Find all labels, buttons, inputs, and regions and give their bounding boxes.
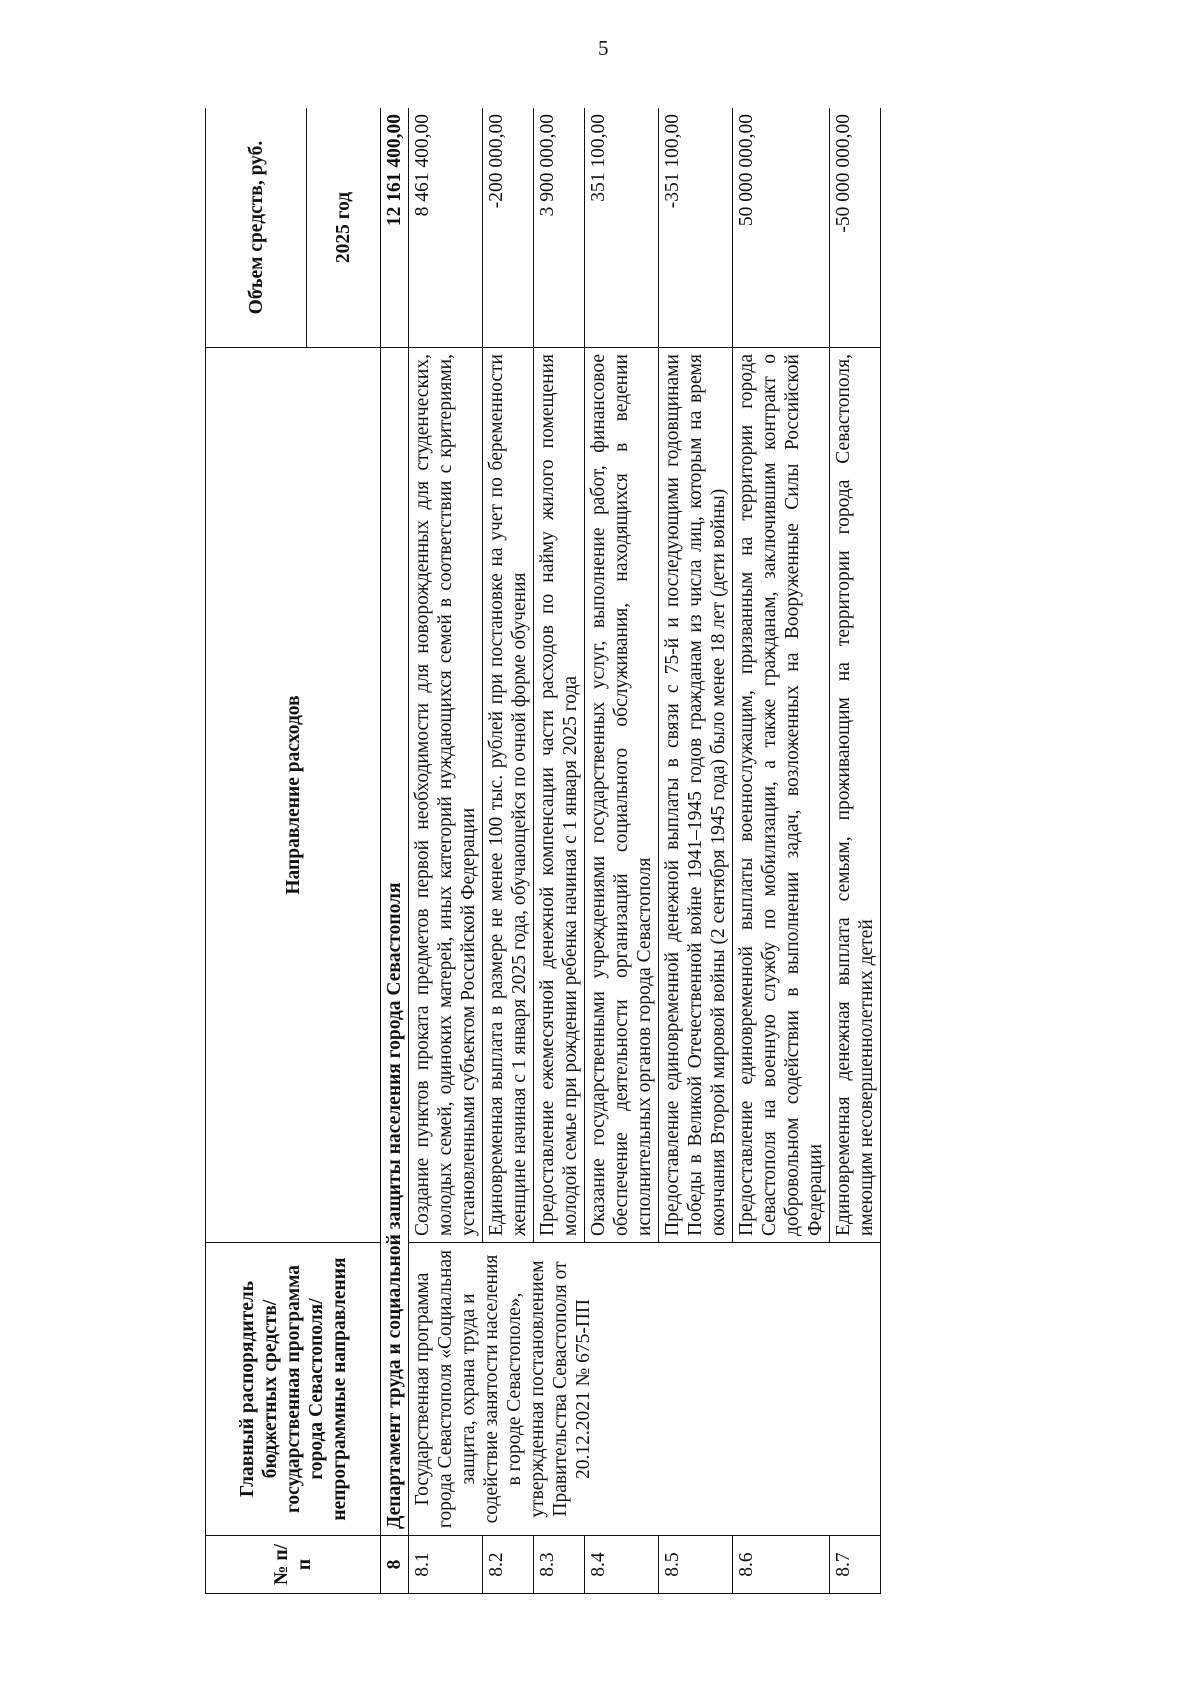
row-direction: Предоставление единовременной денежной выплаты в связи с 75-й и последующими годовщинами Победы в Великой Отечественной войне 1941–1945 годов гражданам из числа лиц, которым на время окончания Второй мировой войны (2 сентября 1945 года) было менее 18 лет (дети войны) — [659, 348, 733, 1243]
section-num: 8 — [381, 1536, 409, 1594]
row-direction: Предоставление единовременной выплаты военнослужащим, призванным на территории города Севастополя на военную службу по мобилизации, а также гражданам, заключившим контракт о добровольном содействии в выполнении задач, возложенных на Вооруженные Силы Российской Федерации — [733, 348, 830, 1243]
header-num: № п/п — [206, 1536, 381, 1594]
header-manager: Главный распорядитель бюджетных средств/государственная программа города Севастополя/непрограммные направления — [206, 1243, 381, 1536]
row-amount: -351 100,00 — [659, 108, 733, 348]
row-amount: -200 000,00 — [483, 108, 534, 348]
budget-table — [205, 108, 881, 1594]
row-amount: 8 461 400,00 — [409, 108, 483, 348]
rotated-table-frame — [205, 108, 1200, 1594]
row-direction: Создание пунктов проката предметов первой необходимости для новорожденных для студенческих, молодых семей, одиноких матерей, иных категорий нуждающихся семей в соответствии с критериями, установленными субъектом Российской Федерации — [409, 348, 483, 1243]
row-num: 8.6 — [733, 1536, 830, 1594]
row-num: 8.3 — [534, 1536, 585, 1594]
row-num: 8.7 — [830, 1536, 881, 1594]
table-container — [205, 108, 1200, 1594]
row-amount: 3 900 000,00 — [534, 108, 585, 348]
page-number: 5 — [598, 36, 609, 60]
program-cell: Государственная программа города Севастополя «Социальная защита, охрана труда и содействие занятости населения в городе Севастополе», утвержденная постановлением Правительства Севастополя от 20.12.2021 № 675-ПП — [409, 1243, 881, 1536]
row-direction: Единовременная денежная выплата семьям, проживающим на территории города Севастополя, имеющим несовершеннолетних детей — [830, 348, 881, 1243]
row-direction: Единовременная выплата в размере не менее 100 тыс. рублей при постановке на учет по беременности женщине начиная с 1 января 2025 года, обучающейся по очной форме обучения — [483, 348, 534, 1243]
row-num: 8.5 — [659, 1536, 733, 1594]
row-num: 8.1 — [409, 1536, 483, 1594]
row-direction: Оказание государственными учреждениями государственных услуг, выполнение работ, финансовое обеспечение деятельности организаций социального обслуживания, находящихся в ведении исполнительных органов города Севастополя — [585, 348, 659, 1243]
section-amount: 12 161 400,00 — [381, 108, 409, 348]
header-volume: Объем средств, руб. — [206, 108, 307, 348]
row-num: 8.2 — [483, 1536, 534, 1594]
section-row — [381, 108, 409, 1594]
row-amount: 50 000 000,00 — [733, 108, 830, 348]
header-row — [206, 108, 307, 1594]
row-amount: 351 100,00 — [585, 108, 659, 348]
header-direction: Направление расходов — [206, 348, 381, 1243]
section-title: Департамент труда и социальной защиты населения города Севастополя — [381, 348, 409, 1536]
row-direction: Предоставление ежемесячной денежной компенсации части расходов по найму жилого помещения молодой семье при рождении ребенка начиная с 1 января 2025 года — [534, 348, 585, 1243]
header-year: 2025 год — [307, 108, 381, 348]
table-row — [409, 108, 483, 1594]
row-amount: -50 000 000,00 — [830, 108, 881, 348]
row-num: 8.4 — [585, 1536, 659, 1594]
